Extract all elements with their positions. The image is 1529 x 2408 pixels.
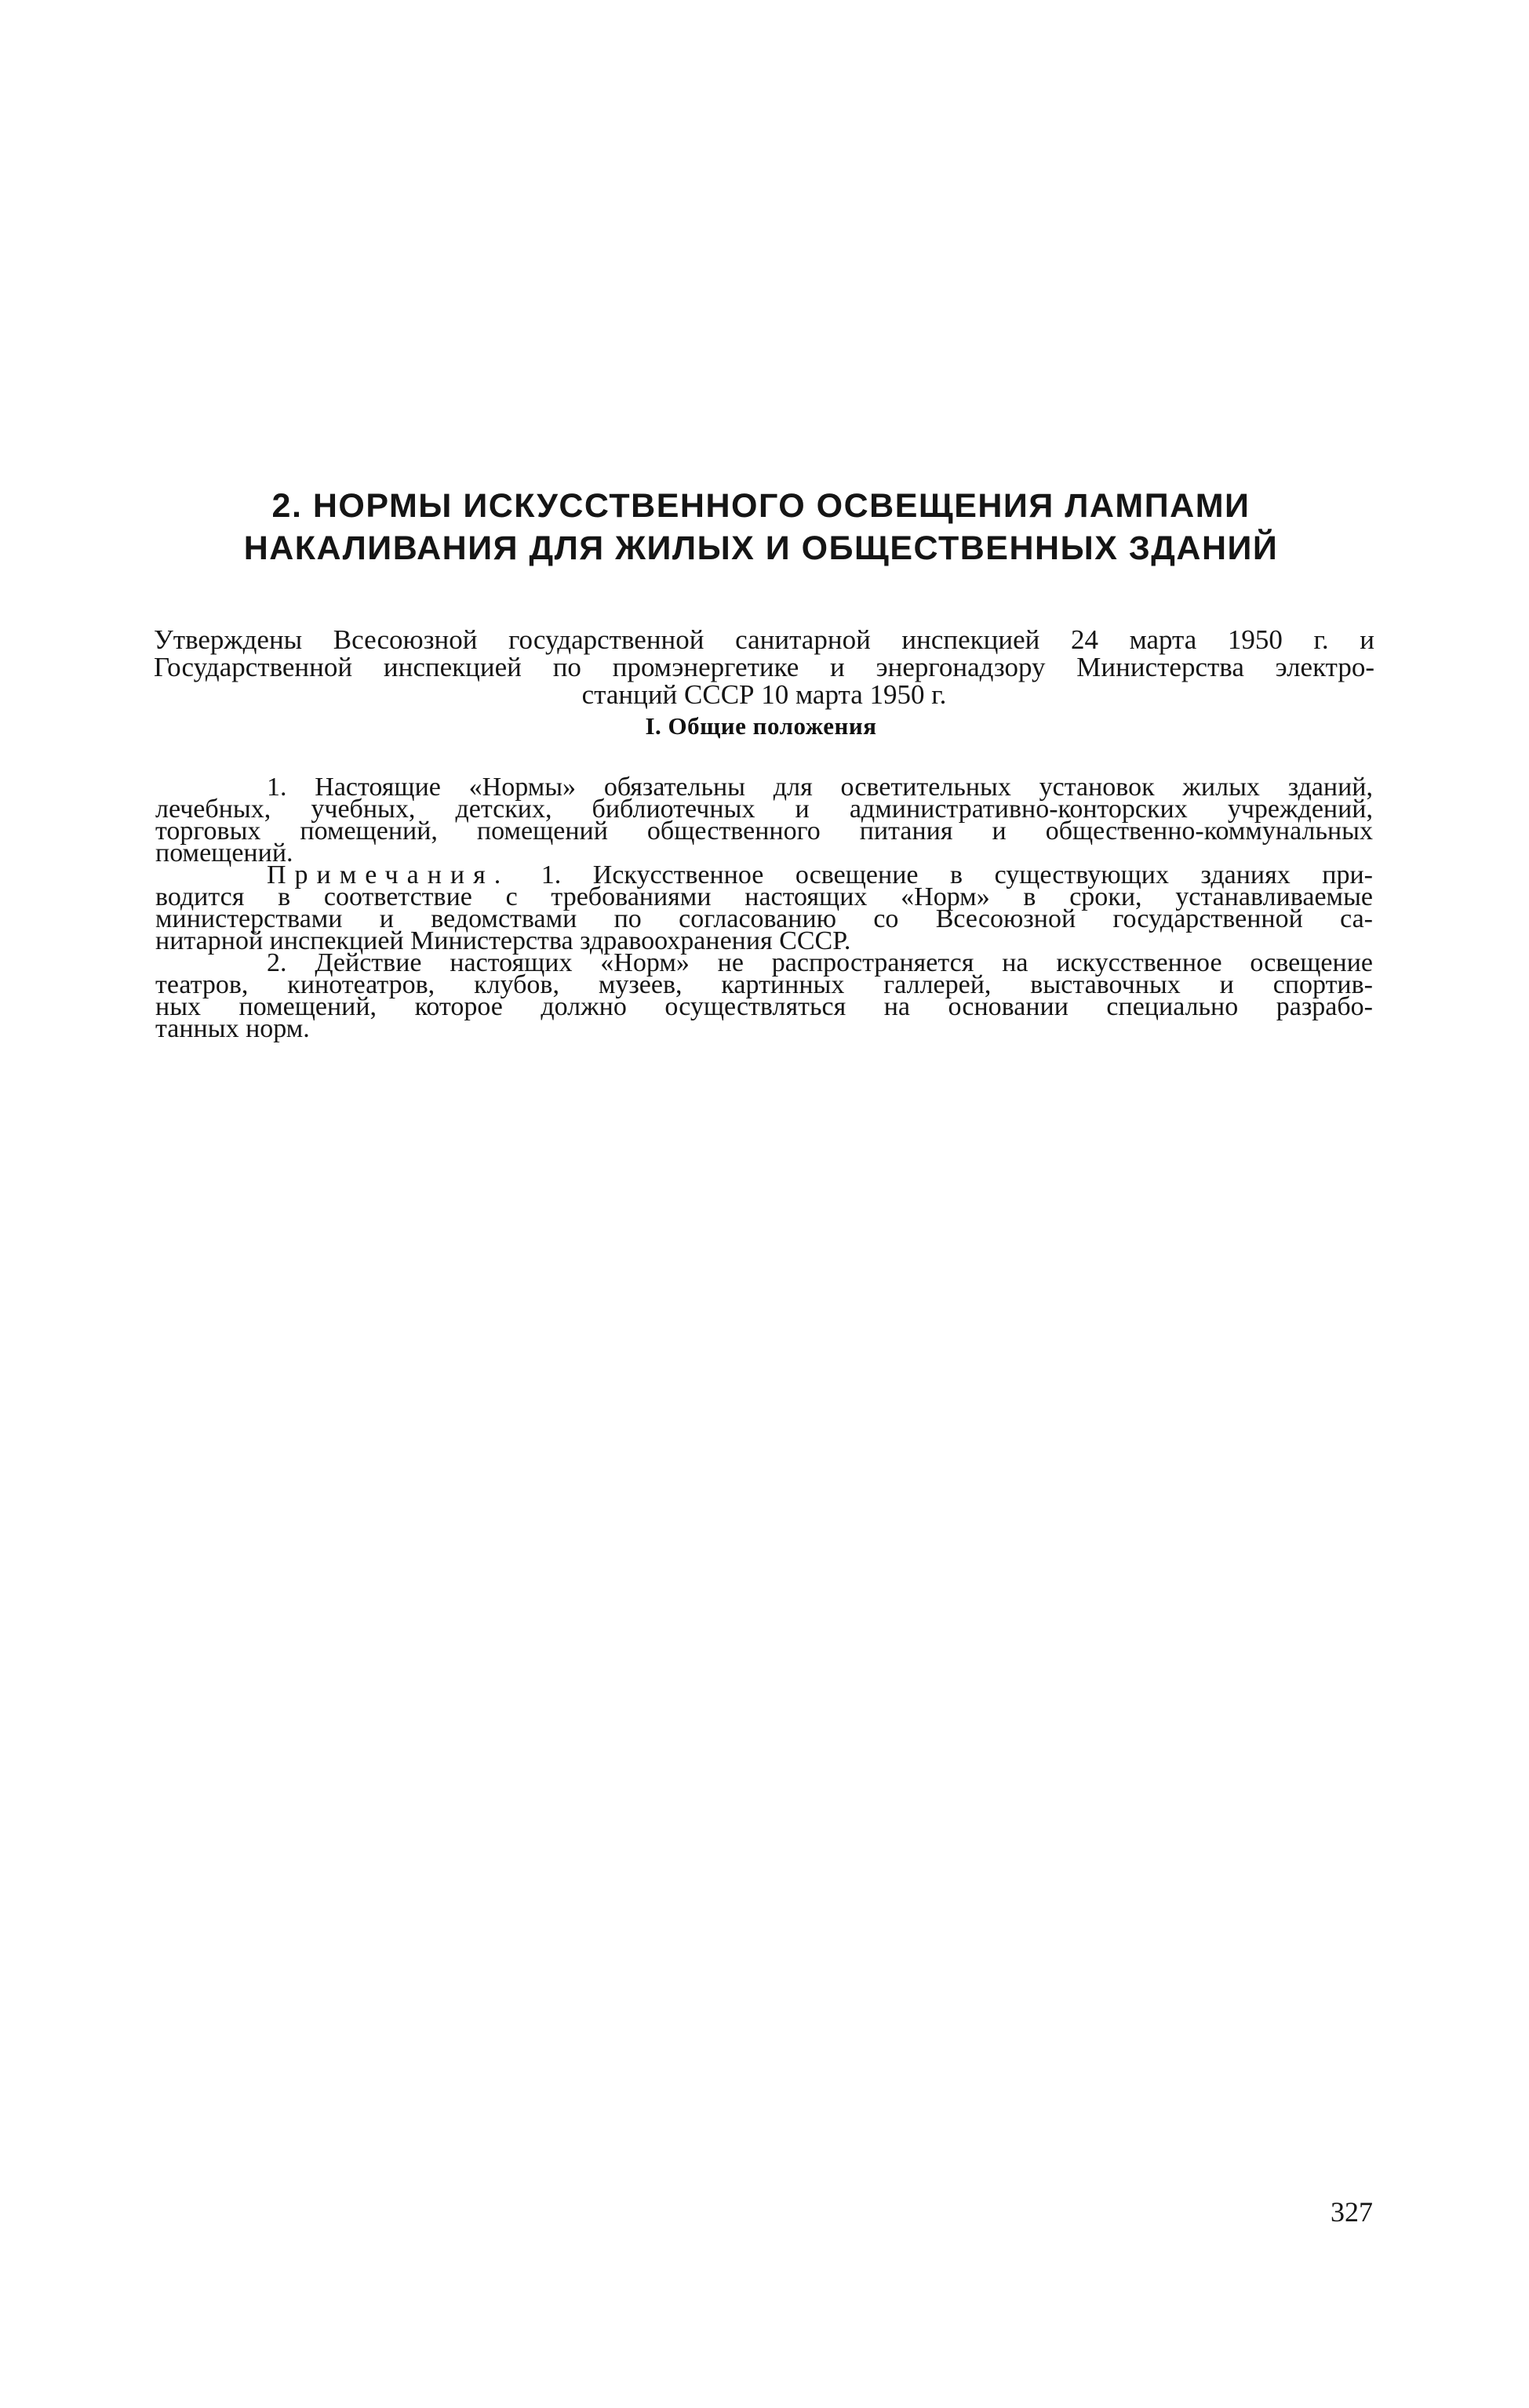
approval-line-1: Утверждены Всесоюзной государственной санитарной инспекцией 24 марта 1950 г. и <box>154 624 1374 655</box>
note-1-first-text: 1. Искусственное освещение в существующих зданиях при- <box>509 860 1373 889</box>
paragraph-1-line-1: 1. Настоящие «Нормы» обязательны для осветительных установок жилых зданий, <box>267 773 1373 802</box>
note-1-line-4: нитарной инспекцией Министерства здравоохранения СССР. <box>155 926 851 955</box>
approval-statement <box>154 626 1374 708</box>
note-2-line-2: театров, кинотеатров, клубов, музеев, картинных галлерей, выставочных и спортив- <box>155 970 1373 999</box>
approval-line-2: Государственной инспекцией по промэнергетике и энергонадзору Министерства электро- <box>154 652 1374 682</box>
heading-line-1: 2. НОРМЫ ИСКУССТВЕННОГО ОСВЕЩЕНИЯ ЛАМПАМИ <box>271 487 1251 525</box>
page-number: 327 <box>1331 2196 1373 2228</box>
note-1-line-2: водится в соответствие с требованиями настоящих «Норм» в сроки, устанавливаемые <box>155 882 1373 911</box>
paragraph-1-line-4: помещений. <box>155 838 293 868</box>
document-heading <box>157 485 1365 569</box>
body-text <box>155 773 1373 1043</box>
note-2-line-3: ных помещений, которое должно осуществляться на основании специально разрабо- <box>155 992 1373 1021</box>
section-title: I. Общие положения <box>645 712 877 740</box>
note-2-line-4: танных норм. <box>155 1014 310 1043</box>
note-1-line-3: министерствами и ведомствами по согласованию со Всесоюзной государственной са- <box>155 904 1373 933</box>
notes-label: Примечания. <box>267 860 510 889</box>
paragraph-1-line-3: торговых помещений, помещений общественного питания и общественно-коммунальных <box>155 817 1373 846</box>
approval-line-3: станций СССР 10 марта 1950 г. <box>581 679 947 710</box>
paragraph-1-line-2: лечебных, учебных, детских, библиотечных и административно-конторских учреждений, <box>155 795 1373 824</box>
heading-line-2: НАКАЛИВАНИЯ ДЛЯ ЖИЛЫХ И ОБЩЕСТВЕННЫХ ЗДАНИЙ <box>243 529 1279 567</box>
note-2-line-1: 2. Действие настоящих «Норм» не распространяется на искусственное освещение <box>267 948 1373 977</box>
